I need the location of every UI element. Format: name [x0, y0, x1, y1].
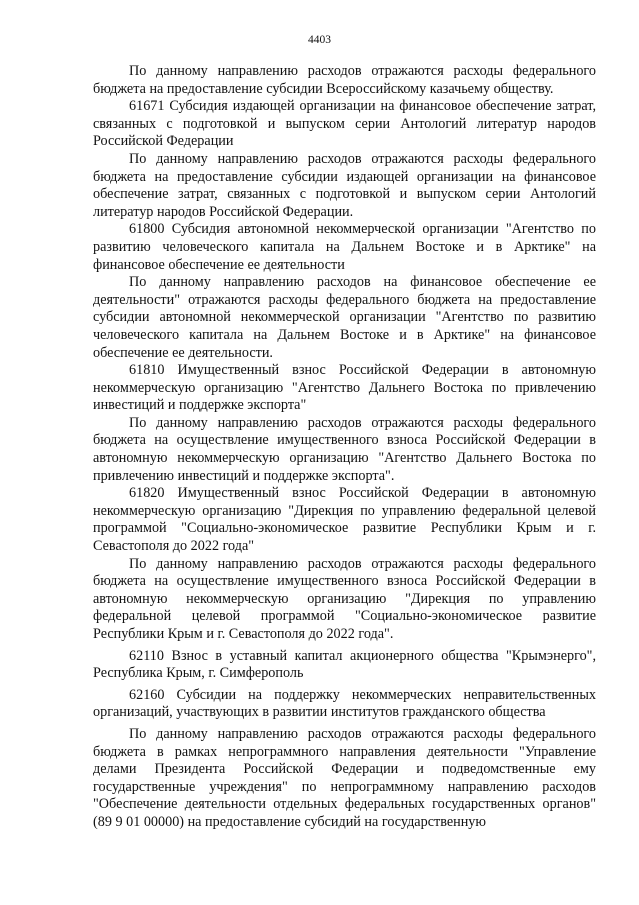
page-number: 4403 [308, 34, 331, 46]
paragraph-code-heading: 61800 Субсидия автономной некоммерческой организации "Агентство по развитию человеческого капитала на Дальнем Востоке и в Арктике" на финансовое обеспечение ее деятельности [93, 221, 596, 273]
paragraph: По данному направлению расходов отражаются расходы федерального бюджета в рамках непрограммного направления деятельности "Управление делами Президента Российской Федерации и подведомственные ему государственные учреждения" по непрограммному направлению расходов "Обеспечение деятельности отдельных федеральных государственных органов" (89 9 01 00000) на предоставление субсидий на государственную [93, 725, 596, 830]
paragraph-code-heading: 61810 Имущественный взнос Российской Федерации в автономную некоммерческую организацию "Агентство Дальнего Востока по привлечению инвестиций и поддержке экспорта" [93, 362, 596, 414]
document-body [93, 63, 596, 832]
paragraph: По данному направлению расходов отражаются расходы федерального бюджета на осуществление имущественного взноса Российской Федерации в автономную некоммерческую организацию "Агентство Дальнего Востока по привлечению инвестиций и поддержке экспорта". [93, 414, 596, 484]
paragraph: По данному направлению расходов отражаются расходы федерального бюджета на предоставление субсидии издающей организации на финансовое обеспечение затрат, связанных с подготовкой и выпуском серии Антологий литератур народов Российской Федерации. [93, 150, 596, 220]
paragraph-code-heading: 62160 Субсидии на поддержку некоммерческих неправительственных организаций, участвующих в развитии институтов гражданского общества [93, 686, 596, 721]
paragraph-code-heading: 61820 Имущественный взнос Российской Федерации в автономную некоммерческую организацию "Дирекция по управлению федеральной целевой программой "Социально-экономическое развитие Республики Крым и г. Севастополя до 2022 года" [93, 485, 596, 555]
paragraph: По данному направлению расходов отражаются расходы федерального бюджета на осуществление имущественного взноса Российской Федерации в автономную некоммерческую организацию "Дирекция по управлению федеральной целевой программой "Социально-экономическое развитие Республики Крым и г. Севастополя до 2022 года". [93, 555, 596, 642]
paragraph: По данному направлению расходов отражаются расходы федерального бюджета на предоставление субсидии Всероссийскому казачьему обществу. [93, 63, 596, 97]
paragraph-code-heading: 61671 Субсидия издающей организации на финансовое обеспечение затрат, связанных с подготовкой и выпуском серии Антологий литератур народов Российской Федерации [93, 98, 596, 150]
paragraph-code-heading: 62110 Взнос в уставный капитал акционерного общества "Крымэнерго", Республика Крым, г. Симферополь [93, 647, 596, 682]
paragraph: По данному направлению расходов на финансовое обеспечение ее деятельности" отражаются расходы федерального бюджета на предоставление субсидии автономной некоммерческой организации "Агентство по развитию человеческого капитала на Дальнем Востоке и в Арктике" на финансовое обеспечение ее деятельности. [93, 274, 596, 361]
